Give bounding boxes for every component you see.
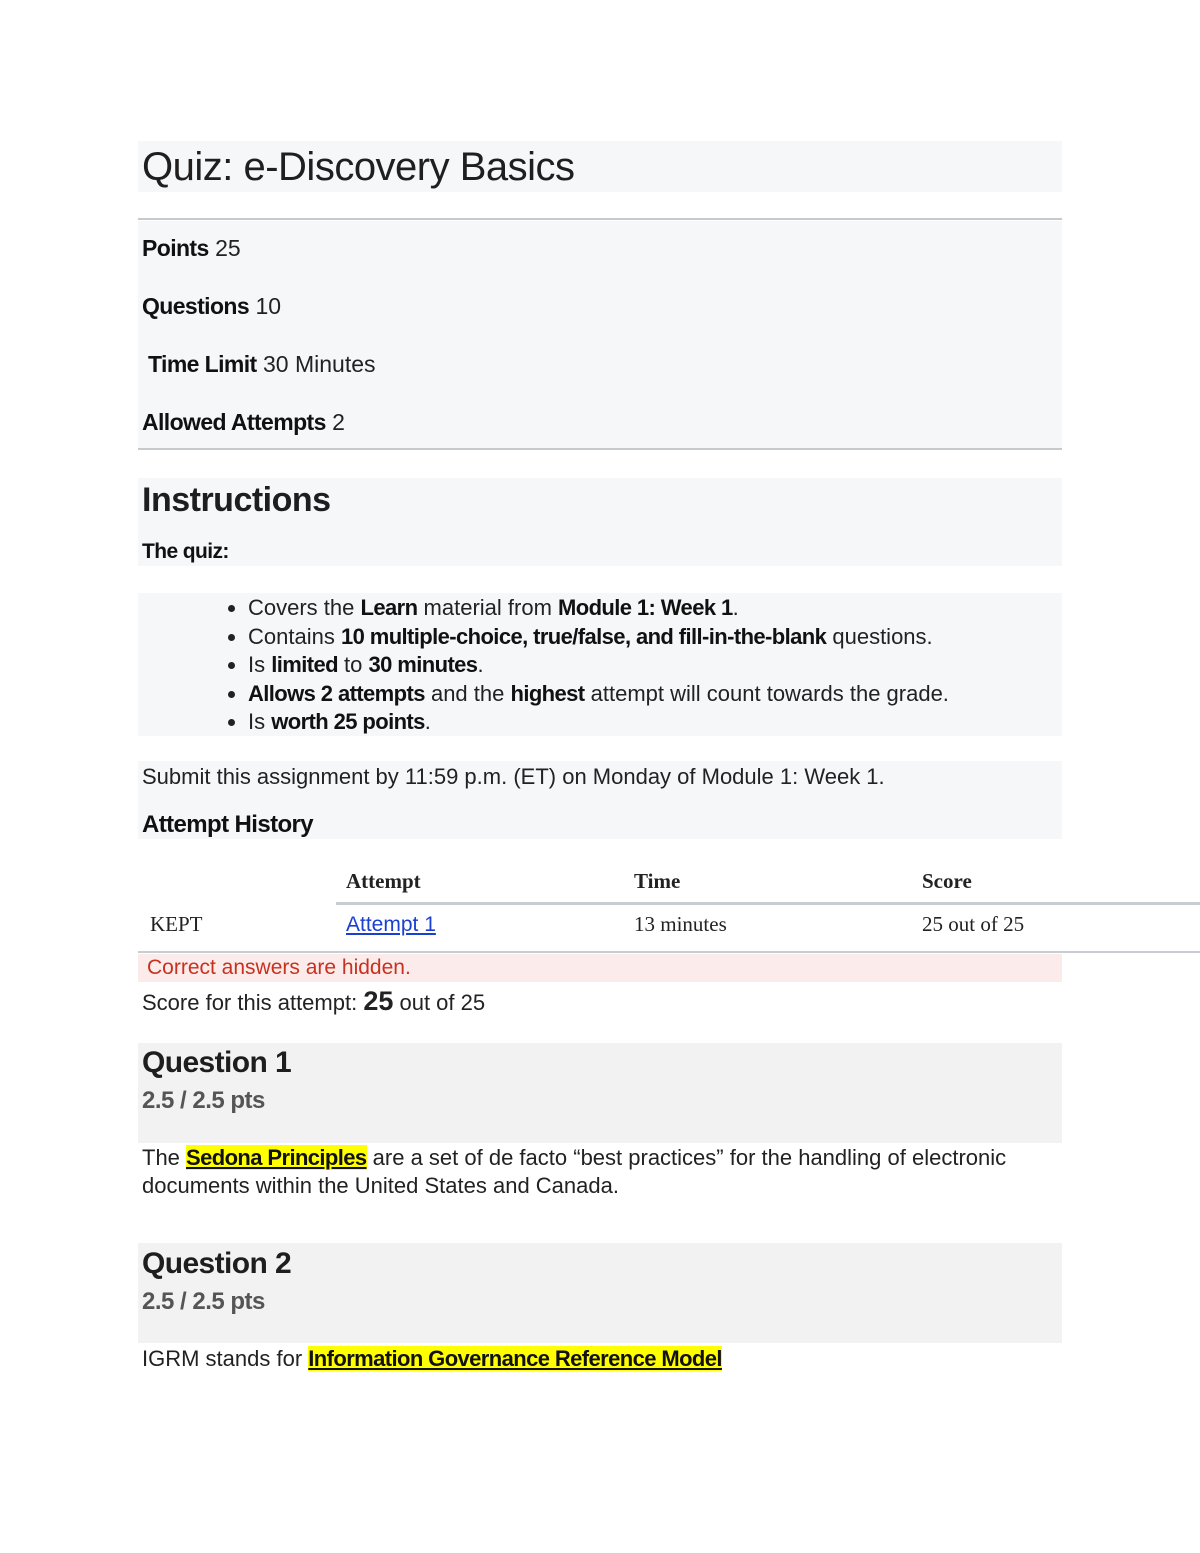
instruction-text: Contains [248, 623, 341, 649]
detail-time-limit [148, 350, 376, 378]
table-row [140, 900, 1122, 948]
detail-label: Time Limit [148, 351, 257, 377]
instruction-item [248, 623, 949, 652]
question-2-title: Question 2 [142, 1247, 292, 1280]
instruction-emphasis: Learn [360, 595, 418, 620]
status-cell: KEPT [150, 911, 203, 936]
detail-label: Allowed Attempts [142, 409, 326, 435]
question-2-answer: Information Governance Reference Model [308, 1346, 722, 1371]
instruction-item [248, 680, 949, 709]
question-1-answer: Sedona Principles [186, 1145, 367, 1170]
detail-value: 2 [332, 409, 345, 435]
column-header-score: Score [922, 868, 972, 893]
instructions-heading: Instructions [142, 481, 331, 519]
instruction-emphasis: worth 25 points [271, 709, 425, 734]
submit-deadline: Submit this assignment by 11:59 p.m. (ET) on Monday of Module 1: Week 1. [142, 764, 885, 789]
attempt-cell [336, 900, 624, 948]
question-1-points: 2.5 / 2.5 pts [142, 1087, 265, 1114]
detail-allowed-attempts [142, 408, 345, 436]
detail-label: Points [142, 235, 209, 261]
instructions-list [200, 594, 949, 737]
instruction-text: . [424, 709, 431, 734]
score-suffix: out of 25 [393, 990, 486, 1015]
score-value: 25 [363, 986, 394, 1016]
question-text-before: The [142, 1145, 187, 1170]
table-header-row [140, 862, 1122, 900]
column-header-attempt: Attempt [346, 868, 421, 893]
instruction-item [248, 708, 949, 737]
instruction-text: Is [248, 709, 272, 734]
attempt-1-link[interactable]: Attempt 1 [346, 912, 436, 936]
instruction-text: to [337, 652, 369, 677]
detail-value: 30 Minutes [263, 351, 376, 377]
attempt-history-heading: Attempt History [142, 811, 314, 838]
instruction-text: questions. [826, 623, 933, 649]
detail-value: 25 [215, 235, 241, 261]
instruction-text: . [477, 652, 484, 677]
detail-points [142, 234, 241, 262]
instruction-emphasis: highest [510, 680, 585, 706]
page-title: Quiz: e-Discovery Basics [142, 145, 575, 189]
instructions-intro: The quiz: [142, 540, 229, 563]
question-2-points: 2.5 / 2.5 pts [142, 1288, 265, 1315]
instruction-emphasis: 30 minutes [368, 652, 478, 677]
column-header-time: Time [634, 868, 681, 893]
divider [138, 448, 1062, 450]
question-text-after: are a set of de facto “best practices” for the handling of electronic documents within the United States and Canada. [142, 1145, 1007, 1198]
instruction-emphasis: Module 1: Week 1 [558, 595, 733, 620]
instruction-emphasis: 10 multiple-choice, true/false, and fill-in-the-blank [340, 623, 827, 649]
table-row-rule [138, 951, 1200, 953]
question-text-before: IGRM stands for [142, 1346, 309, 1371]
instruction-emphasis: Allows 2 attempts [248, 680, 425, 706]
instruction-item [248, 651, 949, 680]
detail-label: Questions [142, 293, 250, 319]
attempt-score [142, 987, 485, 1017]
divider [138, 218, 1062, 220]
column-header-status [140, 862, 336, 900]
instruction-text: attempt will count towards the grade. [584, 680, 949, 706]
score-prefix: Score for this attempt: [142, 990, 364, 1015]
question-2-text [142, 1345, 1022, 1373]
question-1-text [142, 1144, 1022, 1200]
hidden-answers-notice: Correct answers are hidden. [147, 956, 411, 979]
question-1-title: Question 1 [142, 1046, 292, 1079]
score-cell: 25 out of 25 [922, 911, 1025, 936]
time-cell: 13 minutes [634, 911, 727, 936]
instruction-text: Covers the [248, 595, 361, 620]
instruction-emphasis: limited [271, 652, 338, 677]
instruction-item [248, 594, 949, 623]
instruction-text: material from [417, 595, 559, 620]
detail-questions [142, 292, 281, 320]
instruction-text: and the [424, 680, 511, 706]
attempt-history-table [140, 862, 1122, 948]
instruction-text: . [732, 595, 739, 620]
instruction-text: Is [248, 652, 272, 677]
detail-value: 10 [255, 293, 282, 319]
